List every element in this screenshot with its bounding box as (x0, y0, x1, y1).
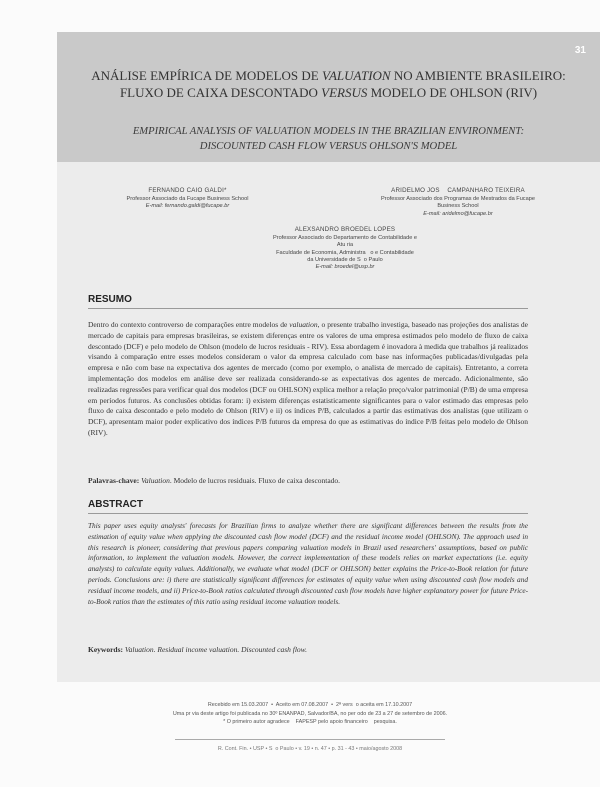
article-title-portuguese (62, 67, 595, 101)
abstract-paragraph: This paper uses equity analysts' forecasts for Brazilian firms to analyze whether there are significant differences between the results from the estimation of equity value when applying the discounted cash flow model (DCF) and the residual income model (OHLSON). The approach used in this research is pioneer, considering that previous papers comparing valuation models in Brazil used researchers' assumptions, based on public information, to implement the valuation models. However, the correct implementation of these models relies on market expectations (i.e. equity analysts) to calculate equity values. Additionally, we evaluate what model (DCF or OHLSON) better explains the Price-to-Book relation for future periods. Conclusions are: i) there are statistically significant differences for estimates of equity value when using discounted cash flow models and residual income models, and ii) Price-to-Book ratios calculated through discounted cash flow models have higher explanatory power for future Price-to-Book ratios than the estimates of this ratio using residual income valuation models. (88, 521, 528, 606)
author-email: E-mail: broedel@usp.br (315, 264, 375, 271)
author-email: E-mail: aridelmo@fucape.br (423, 210, 493, 217)
abstract-heading: ABSTRACT (88, 499, 143, 510)
author-block (270, 226, 420, 271)
title-pt-line-2: FLUXO DE CAIXA DESCONTADO VERSUS MODELO DE OHLSON (RIV) (119, 85, 538, 100)
keywords-english: Keywords: Valuation. Residual income valuation. Discounted cash flow. (88, 645, 308, 654)
keywords-portuguese: Palavras-chave: Valuation. Modelo de lucros residuais. Fluxo de caixa descontado. (88, 476, 341, 485)
author-affiliation: Faculdade de Economia, Administra o e Contabilidade (276, 249, 414, 256)
author-affiliation: da Universidade de S o Paulo (307, 256, 383, 263)
title-pt-line-1: ANÁLISE EMPÍRICA DE MODELOS DE VALUATION NO AMBIENTE BRASILEIRO: (91, 68, 566, 83)
author-block (105, 187, 270, 211)
author-affiliation: Professor Associado do Departamento de Contabilidade e Atu ria (273, 235, 417, 249)
page-number: 31 (574, 45, 586, 56)
footer-notes (100, 701, 520, 727)
author-email: E-mail: fernando.galdi@fucape.br (145, 203, 230, 210)
title-en-line-2: DISCOUNTED CASH FLOW VERSUS OHLSON'S MODEL (199, 141, 458, 152)
title-en-line-1: EMPIRICAL ANALYSIS OF VALUATION MODELS IN THE BRAZILIAN ENVIRONMENT: (132, 126, 525, 137)
author-name: FERNANDO CAIO GALDI* (148, 187, 227, 194)
author-affiliation: Professor Associado dos Programas de Mestrados da Fucape Business School (381, 196, 535, 210)
acknowledgement-note: * O primeiro autor agradece FAPESP pelo apoio financeiro pesquisa. (223, 719, 397, 725)
author-name: ARIDELMO JOS CAMPANHARO TEIXEIRA (391, 187, 525, 194)
abstract-divider (88, 513, 528, 514)
author-affiliation: Professor Associado da Fucape Business School (126, 196, 249, 203)
previous-version-note: Uma pr via deste artigo foi publicada no 30º ENANPAD, Salvador/BA, no per odo de 23 a 27 de setembro de 2006. (172, 710, 448, 717)
author-block (378, 187, 538, 218)
article-title-english (62, 124, 595, 154)
resumo-paragraph: Dentro do contexto controverso de comparações entre modelos de valuation, o presente trabalho investiga, baseado nas projeções dos analistas de mercado de capitais para empresas brasileiras, se existem diferenças entre os valores de uma empresa estimados pelo modelo de fluxo de caixa descontado (DCF) e pelo modelo de Ohlson (modelo de lucros residuais - RIV). Essa abordagem é inovadora à medida que trabalhos já realizados visando à comparação entre esses modelos consideram o valor da empresa calculado com base nas informações publicadas/divulgadas pela empresa e não com base na expectativa dos agentes de mercado (como por exemplo, o analista de mercado de capitais). Entretanto, a correta implementação dos modelos em análise deve ser realizada considerando-se as expectativas dos agentes de mercado. Adicionalmente, são realizadas regressões para verificar qual dos modelos (DCF ou OHLSON) explica melhor a relação preço/valor patrimonial (P/B) de uma empresa em períodos futuros. As conclusões obtidas foram: i) existem diferenças estatisticamente significantes para o valor estimado das empresas pelo fluxo de caixa descontado e pelo modelo de Ohlson (RIV) e ii) os índices P/B, calculados a partir das estimativas dos analistas (que utilizam o DCF), apresentam maior poder explicativo dos índices P/B futuros da empresa do que as estimativas do índice P/B feitas pelo modelo de Ohlson (RIV). (88, 320, 528, 437)
resumo-divider (88, 308, 528, 309)
footer-divider (175, 739, 445, 740)
resumo-heading: RESUMO (88, 294, 132, 305)
author-name: ALEXSANDRO BROEDEL LOPES (294, 226, 396, 233)
received-dates: Recebido em 15.03.2007 • Aceito em 07.08.2007 • 2ª vers o aceita em 17.10.2007 (207, 702, 413, 708)
journal-citation: R. Cont. Fin. • USP • S o Paulo • v. 19 • n. 47 • p. 31 - 43 • maio/agosto 2008 (217, 746, 403, 752)
